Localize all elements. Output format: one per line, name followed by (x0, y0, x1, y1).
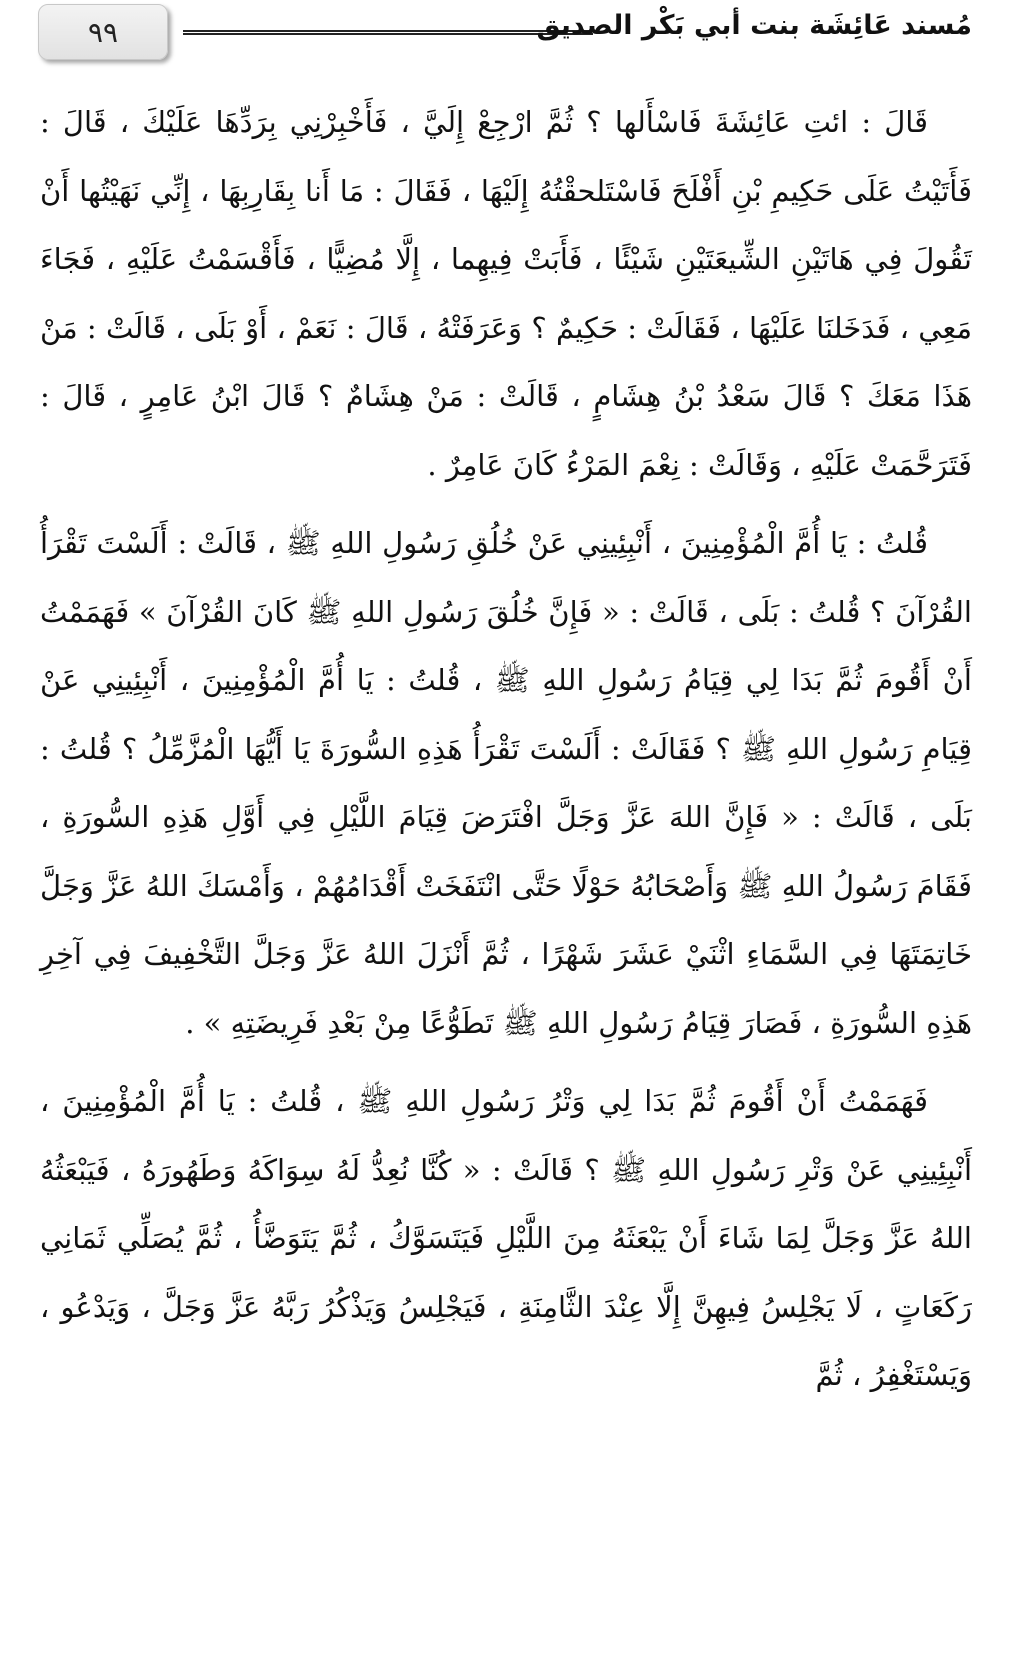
paragraph-2 (40, 509, 972, 1057)
page-body (40, 88, 972, 1410)
paragraph-1-text: قَالَ : ائتِ عَائِشَةَ فَاسْأَلها ؟ ثُمَّ ارْجِعْ إِلَيَّ ، فَأَخْبِرْنِي بِرَدِّهَا عَلَيْكَ ، قَالَ : فَأَتَيْتُ عَلَى حَكِيمِ بْنِ أَفْلَحَ فَاسْتَلحقْتُهُ إِلَيْهَا ، فَقَالَ : مَا أَنا بِقَارِبِهَا ، إِنِّي نَهَيْتُها أَنْ تَقُولَ فِي هَاتَيْنِ الشِّيعَتَيْنِ شَيْئًا ، فَأَبَتْ فِيهِما ، إِلَّا مُضِيًّا ، فَأَقْسَمْتُ عَلَيْهِ ، فَجَاءَ مَعِي ، فَدَخَلنَا عَلَيْهَا ، فَقَالَتْ : حَكِيمٌ ؟ وَعَرَفَتْهُ ، قَالَ : نَعَمْ ، أَوْ بَلَى ، قَالَتْ : مَنْ هَذَا مَعَكَ ؟ قَالَ سَعْدُ بْنُ هِشَامٍ ، قَالَتْ : مَنْ هِشَامٌ ؟ قَالَ ابْنُ عَامِرٍ ، قَالَ : فَتَرَحَّمَتْ عَلَيْهِ ، وَقَالَتْ : نِعْمَ المَرْءُ كَانَ عَامِرٌ . (40, 105, 972, 482)
running-title: مُسند عَائِشَة بنت أبي بَكْر الصديق (536, 10, 972, 41)
paragraph-3-text: فَهَمَمْتُ أَنْ أَقُومَ ثُمَّ بَدَا لِي وَتْرُ رَسُولِ اللهِ ﷺ ، قُلتُ : يَا أُمَّ الْمُؤْمِنِينَ ، أَنْبِئِينِي عَنْ وَتْرِ رَسُولِ اللهِ ﷺ ؟ قَالَتْ : « كُنَّا نُعِدُّ لَهُ سِوَاكَهُ وَطَهُورَهُ ، فَيَبْعَثُهُ اللهُ عَزَّ وَجَلَّ لِمَا شَاءَ أَنْ يَبْعَثَهُ مِنَ اللَّيْلِ فَيَتَسَوَّكُ ، ثُمَّ يَتَوَضَّأُ ، ثُمَّ يُصَلِّي ثَمَانِي رَكَعَاتٍ ، لَا يَجْلِسُ فِيهِنَّ إِلَّا عِنْدَ الثَّامِنَةِ ، فَيَجْلِسُ وَيَذْكُرُ رَبَّهُ عَزَّ وَجَلَّ ، وَيَدْعُو ، وَيَسْتَغْفِرُ ، ثُمَّ (40, 1084, 972, 1392)
header-rule (183, 30, 593, 35)
page-header (38, 0, 972, 62)
page-number-tab (38, 4, 168, 60)
paragraph-2-text: قُلتُ : يَا أُمَّ الْمُؤْمِنِينَ ، أَنْبِئِينِي عَنْ خُلُقِ رَسُولِ اللهِ ﷺ ، قَالَتْ : أَلَسْتَ تَقْرَأُ القُرْآنَ ؟ قُلتُ : بَلَى ، قَالَتْ : « فَإِنَّ خُلُقَ رَسُولِ اللهِ ﷺ كَانَ القُرْآنَ » فَهَمَمْتُ أَنْ أَقُومَ ثُمَّ بَدَا لِي قِيَامُ رَسُولِ اللهِ ﷺ ، قُلتُ : يَا أُمَّ الْمُؤْمِنِينَ ، أَنْبِئِينِي عَنْ قِيَامِ رَسُولِ اللهِ ﷺ ؟ فَقَالَتْ : أَلَسْتَ تَقْرَأُ هَذِهِ السُّورَةَ يَا أَيُّهَا الْمُزَّمِّلُ ؟ قُلتُ : بَلَى ، قَالَتْ : « فَإِنَّ اللهَ عَزَّ وَجَلَّ افْتَرَضَ قِيَامَ اللَّيْلِ فِي أَوَّلِ هَذِهِ السُّورَةِ ، فَقَامَ رَسُولُ اللهِ ﷺ وَأَصْحَابُهُ حَوْلًا حَتَّى انْتَفَخَتْ أَقْدَامُهُمْ ، وَأَمْسَكَ اللهُ عَزَّ وَجَلَّ خَاتِمَتَهَا فِي السَّمَاءِ اثْنَيْ عَشَرَ شَهْرًا ، ثُمَّ أَنْزَلَ اللهُ عَزَّ وَجَلَّ التَّخْفِيفَ فِي آخِرِ هَذِهِ السُّورَةِ ، فَصَارَ قِيَامُ رَسُولِ اللهِ ﷺ تَطَوُّعًا مِنْ بَعْدِ فَرِيضَتِهِ » . (40, 526, 972, 1040)
paragraph-1 (40, 88, 972, 499)
page-number: ٩٩ (87, 15, 119, 49)
paragraph-3 (40, 1067, 972, 1410)
